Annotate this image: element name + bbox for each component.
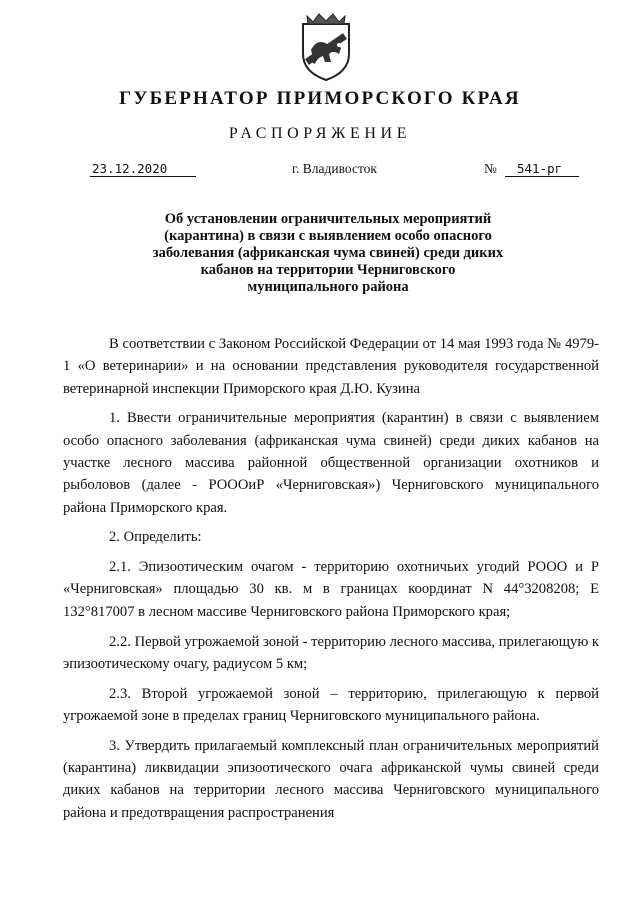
paragraph-2-1: 2.1. Эпизоотическим очагом - территорию охотничьих угодий РООО и Р «Черниговская» площадью 30 кв. м в границах координат N 44°3208208; E 132°817007 в лесном массиве Черниговского района Приморского края; [63,559,599,620]
document-body [63,333,599,831]
coat-of-arms-emblem [297,10,355,82]
document-date: 23.12.2020 [90,161,196,177]
paragraph-2-3: 2.3. Второй угрожаемой зоной – территорию, прилегающую к первой угрожаемой зоне в пределах границ Черниговского муниципального района. [63,685,599,724]
document-subject: Об установлении ограничительных мероприятий (карантина) в связи с выявлением особо опасного заболевания (африканская чума свиней) среди диких кабанов на территории Черниговского муниципального района [152,211,504,295]
paragraph-3: 3. Утвердить прилагаемый комплексный план ограничительных мероприятий (карантина) ликвидации эпизоотического очага африканской чумы свиней среди диких кабанов на территории лесного массива Черниговского муниципального района и предотвращения распространения [63,737,599,821]
paragraph-2-2: 2.2. Первой угрожаемой зоной - территорию лесного массива, прилегающую к эпизоотическому очагу, радиусом 5 км; [63,633,599,672]
issuer-title: ГУБЕРНАТОР ПРИМОРСКОГО КРАЯ [119,88,521,109]
document-number: 541-рг [505,161,579,177]
paragraph-1: 1. Ввести ограничительные мероприятия (карантин) в связи с выявлением особо опасного заболевания (африканская чума свиней) среди диких кабанов на участке лесного массива районной общественной организации охотников и рыболовов (далее - РОООиР «Черниговская») Черниговского муниципального района Приморского края. [63,410,599,516]
document-city: г. Владивосток [292,161,377,176]
paragraph-preamble: В соответствии с Законом Российской Федерации от 14 мая 1993 года № 4979-1 «О ветеринарии» и на основании представления руководителя государственной ветеринарной инспекции Приморского края Д.Ю. Кузина [63,336,599,397]
number-label: № [484,161,497,176]
paragraph-2: 2. Определить: [109,529,202,546]
document-type: РАСПОРЯЖЕНИЕ [228,125,412,142]
